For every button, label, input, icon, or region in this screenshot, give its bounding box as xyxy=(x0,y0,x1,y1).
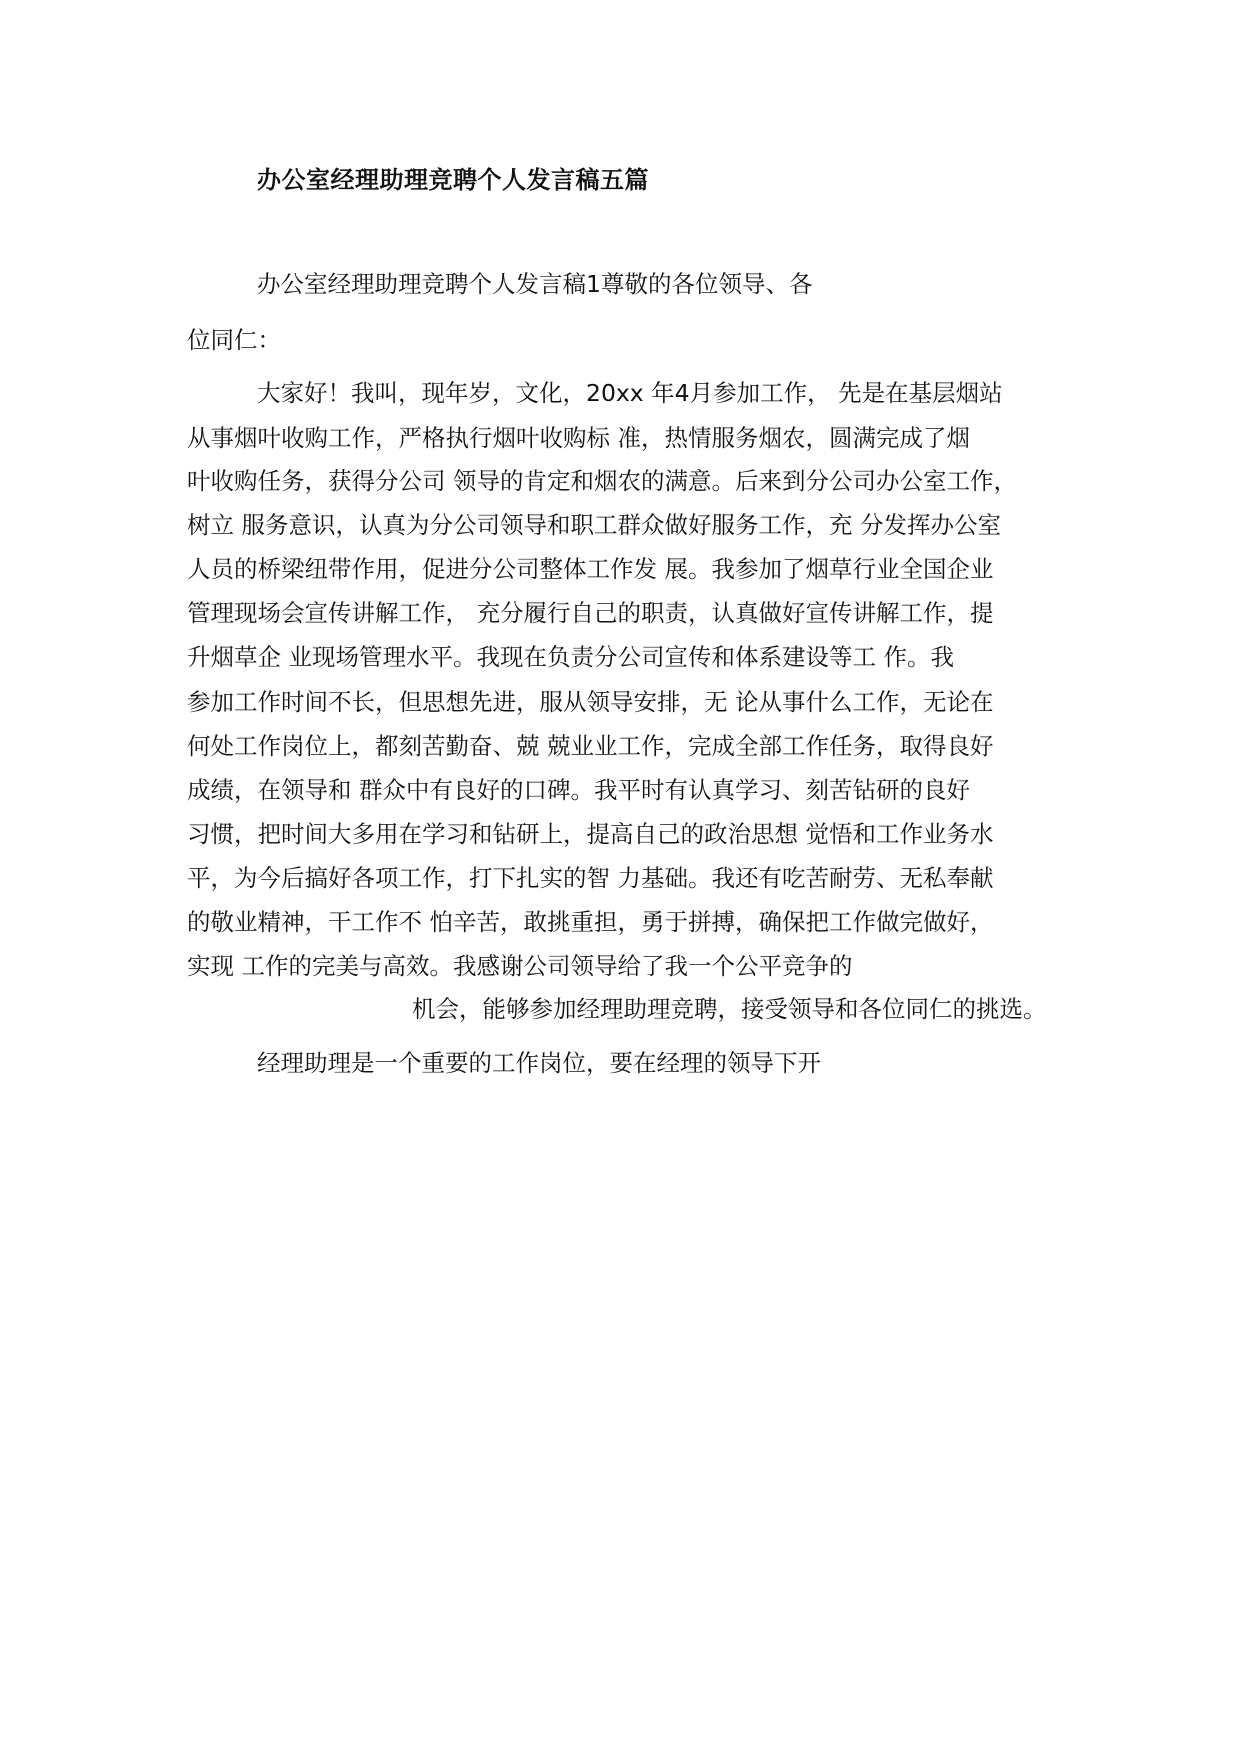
paragraph-line-16: 实现 工作的完美与高效。我感谢公司领导给了我一个公平竞争的 xyxy=(187,952,853,980)
paragraph-line-12: 成绩，在领导和 群众中有良好的口碑。我平时有认真学习、刻苦钻研的良好 xyxy=(187,776,970,804)
document-title: 办公室经理助理竞聘个人发言稿五篇 xyxy=(257,166,649,194)
paragraph-line-2: 位同仁： xyxy=(187,326,281,354)
paragraph-line-4: 从事烟叶收购工作，严格执行烟叶收购标 准，热情服务烟农，圆满完成了烟 xyxy=(187,424,970,452)
paragraph-line-6: 树立 服务意识，认真为分公司领导和职工群众做好服务工作，充 分发挥办公室 xyxy=(187,511,1001,539)
paragraph-line-9: 升烟草企 业现场管理水平。我现在负责分公司宣传和体系建设等工 作。我 xyxy=(187,643,954,671)
paragraph-line-1: 办公室经理助理竞聘个人发言稿1尊敬的各位领导、各 xyxy=(257,270,813,298)
paragraph-line-13: 习惯，把时间大多用在学习和钻研上，提高自己的政治思想 觉悟和工作业务水 xyxy=(187,820,994,848)
paragraph-line-17: 机会，能够参加经理助理竞聘，接受领导和各位同仁的挑选。 xyxy=(412,995,1047,1023)
paragraph-line-7: 人员的桥梁纽带作用，促进分公司整体工作发 展。我参加了烟草行业全国企业 xyxy=(187,555,994,583)
paragraph-line-15: 的敬业精神，干工作不 怕辛苦，敢挑重担，勇于拼搏，确保把工作做完做好， xyxy=(187,908,994,936)
paragraph-line-14: 平，为今后搞好各项工作，打下扎实的智 力基础。我还有吃苦耐劳、无私奉献 xyxy=(187,864,994,892)
paragraph-line-5: 叶收购任务，获得分公司 领导的肯定和烟农的满意。后来到分公司办公室工作， xyxy=(187,467,1017,495)
paragraph-line-8: 管理现场会宣传讲解工作， 充分履行自己的职责，认真做好宣传讲解工作，提 xyxy=(187,599,994,627)
paragraph-line-11: 何处工作岗位上，都刻苦勤奋、兢 兢业业工作，完成全部工作任务，取得良好 xyxy=(187,732,994,760)
paragraph-line-3: 大家好！我叫，现年岁，文化，20xx 年4月参加工作， 先是在基层烟站 xyxy=(257,379,1003,407)
paragraph-line-10: 参加工作时间不长，但思想先进，服从领导安排，无 论从事什么工作，无论在 xyxy=(187,688,994,716)
paragraph-line-18: 经理助理是一个重要的工作岗位，要在经理的领导下开 xyxy=(257,1049,821,1077)
